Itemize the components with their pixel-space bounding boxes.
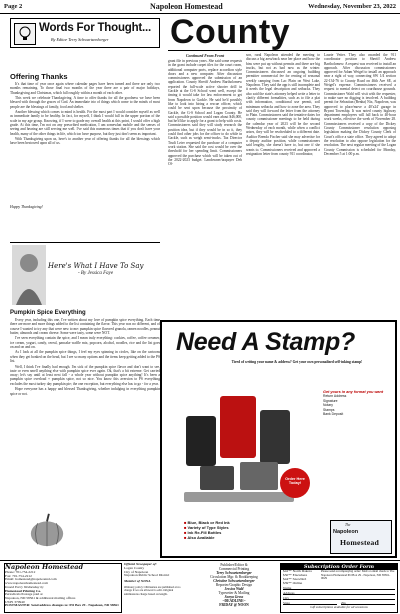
subscription-form (280, 563, 398, 613)
staff-line: Terry Schwartzenberger (216, 571, 252, 575)
list-item: ■ Also Available (184, 535, 215, 540)
pumpkin-paragraph: Every year, including this one, I've written about my love of pumpkin spice everything. Each time there are more and more things added to the list containing the flavor. This year was no different, and of course I wanted to try any that were new to me: pumpkin spice flavored granola, ramen noodles, peanut butter, almonds and cream cheese. Some were tasty, some were NOT. (10, 318, 160, 335)
columnist-photo (12, 245, 46, 305)
masthead-line[interactable]: www.napoleonhomestead.com (5, 581, 48, 586)
page-header (0, 0, 400, 14)
rate-option[interactable]: $42** North Dakota (283, 569, 312, 573)
staff-line: Commercial Printing (218, 567, 250, 571)
list-item: Return Address (323, 394, 347, 399)
gift-note: Gift subscriptions available for all occasions (310, 605, 368, 609)
ad-format-list (323, 390, 383, 416)
column-title: Words For Thought... (39, 22, 152, 34)
postmaster-note: POSTMASTER: Send address changes to: PO Box 29 - Napoleon, ND 58561 (5, 603, 119, 608)
issue-date: Wednesday, November 23, 2022 (308, 3, 396, 10)
paper-name: Napoleon Homestead (150, 2, 223, 11)
rate-option[interactable]: $39** Online (283, 580, 303, 585)
list-item: Notary (323, 403, 333, 408)
offering-paragraph: With Thanksgiving upon us, here's to another year of offering thanks for all the blessings which have been bestowed upon all of us. (10, 137, 160, 146)
masthead-line: Issued Every Wednesday by (5, 584, 44, 589)
list-item: Napoleon Public School District (124, 573, 170, 578)
deadline-label: ~DEADLINE~ (222, 599, 246, 603)
staff-box (190, 563, 278, 607)
name-field[interactable]: Name (283, 586, 395, 591)
ad-subtitle: Tired of writing your name & address? Get your own personalized self-inking stamp! (231, 360, 363, 364)
county-column-3: Laurie Vetter. They also awarded the 911 coordinator position to Sheriff Andrew Bartholomew. A request was received to install an approach. After discussion commissioners approved for Adam Weigel to install an approach near a right of way, connecting SW 1/4 section 22-134-76 to County Road on 46th Ave SE, at Weigel's expense. Commissioners received a request to mental detect on courthouse grounds. Commissioner Wald will visit with the requester, to make sure no digging is involved. A building permit for Sebastian (Benha) Nix, Napoleon, was approved to place/move a 40'x24' garage in Bryant Township. It was noted county highway department employees will fall back to 40-hour work weeks, effective the week of November 28. Commissioners received a copy of the Dickey County Commissioner resolution opposing legislation making the Dickey County Clerk of Court's office a state office. They agreed to adopt the resolution to also oppose legislation for the resolution. The next regular meeting of the Logan County Commission is scheduled for Monday, December 5 at 1:00 p.m. (324, 53, 396, 156)
section-title: County (170, 13, 291, 51)
official-heading: Official Newspaper of: (124, 562, 157, 566)
masthead-line: Napoleon, ND 58561 & additional mailing offices (5, 595, 76, 600)
list-item: ■ Ink Re-Fill Bottles (184, 530, 222, 535)
logo-the: The (345, 523, 351, 527)
masthead-title: Napoleon Homestead (5, 563, 84, 571)
rate-option[interactable]: $50** Elsewhere (283, 572, 308, 577)
member-label: Member of NDNA (124, 579, 151, 584)
logo-homestead: Homestead (340, 538, 380, 547)
pumpkin-paragraph: Well, I think I've finally had enough. I'm sick of the pumpkin spice flavor and don't want to see, taste or even smell anything else with pumpkin spice ever again. Ok, that's a bit extreme. Get carried away; let's say until at least next fall - a whole year without pumpkin spice anything! It's been a pumpkin spice overload + pumpkin spice, not so nice. You know this aversion to PS everything excludes the most turkey day pumpkin pie; the one exception, but everything else has to go - for a year. (10, 364, 160, 386)
words-for-thought-banner (10, 18, 160, 48)
staff-line: Sonya Gross (224, 595, 244, 599)
offering-body (10, 82, 160, 204)
ad-list-heading: Get yours in any format you want (323, 390, 384, 394)
staff-line: Circulation Mgr. & Bookkeeping (210, 575, 258, 579)
pumpkin-icon (28, 510, 66, 548)
pumpkin-paragraph: Hope everyone has a happy and blessed Thanksgiving, whether indulging in everything pumpkin spice or not. (10, 387, 160, 396)
section-rule (168, 50, 398, 51)
subscription-note: Please send accompanying order: Mail or email check to The Napoleon Homestead PO Box 29 - Napoleon, ND 58561-0029 (321, 569, 395, 581)
pumpkin-paragraph: I've seen everything contain the spice, and I mean truly everything: cookies, coffee, coffee creamer, ice cream, yogurt, candy, cereal, pancake waffle mix, popcorn, alcohol, noodles, rice and the list goes on and on and on. (10, 336, 160, 349)
masthead-line: Fax: 701-754-2212 (5, 573, 32, 578)
list-item: Signature (323, 398, 338, 403)
here-title: Here's What I Have To Say (48, 262, 144, 270)
address-field[interactable]: Address (283, 591, 395, 596)
offering-signoff: Happy Thanksgiving! (10, 205, 43, 209)
staff-line: Typesetter & Mailing (218, 591, 250, 595)
staff-line: Publisher/Editor & (220, 563, 248, 567)
county-column-1: grant file in previous years. She said some requests in the grant include carpet tiles for the court room, additional computer ports, replace accordion style doors and a new computer. After discussion commissioners approved the submission of an application. County Sheriff Andrew Bartholomew reported the full-scale active shooter drill in Gackle at the G-S School went well, except the timing it would take for law enforcement to get from Napoleon to Gackle. He said he'd possibly like to look into hiring a rescue officer, which could be sent upon because the proximity of Gackle, the G-S School and Logan County. He said a possible position would earn about $46,000, but he'd like to apply for a grant to help with costs. Commissioners said they will study research the position idea, but if they would be in so it, they could find other jobs for the officer to do while in Gackle, such as weigh semi-trucks. Tax Director Trudi Leier requested the purchase of a computer work station. She said the cost would be over the threshold for her spending limit. Commissioners approved the purchase which will be taken out of the 2022-2023 budget. Landowner/taxpayer Deb Ol- (168, 59, 242, 167)
list-item: Logan County (124, 565, 145, 570)
pumpkin-heading: Pumpkin Spice Everything (10, 310, 86, 316)
order-badge: Order Here Today! (280, 468, 310, 498)
staff-line: Christine Schwartzenberger (213, 579, 255, 583)
list-item: Stamps (323, 407, 335, 412)
county-column-2: son, rural Napoleon attended the meeting to discuss a big area/track near her place and how the bins were put up without permits and there are big trucks, but not as bad now as the winter. Commissioners discussed an ongoing building permitter commercial fee for renting of seasonal weekly camping from Lac Plain on West Lake, Napoleon. They said the app is still incomplete and it needs the legal description and setbacks. They also said the state's attorney helped write a letter to clarify different formalities, such as to file a plat with information, conditional use permit, soil minimum setbacks and how to zone the area. They said they will forward the letter from the attorney to Plain. Commissioners said the tentative dates for county commissioner meetings to be held during the calendar year of 2023 will be the second Wednesday of each month, while when a conflict arises, they will be rescheduled to a different date. Auditor Brenda Fischer said she may advertise for a deputy auditor position, while commissioners said lengthy, she doesn't have to, but one if she wants to. Commissioners received and approved a resignation letter from county 911 coordinator, (246, 53, 320, 156)
offering-paragraph: Another blessing which comes to mind is health. For the most part I would consider myself as well as immediate family to be healthy. In fact, for myself, I think I would fall in the upper portion of the scale in my age group. Knowing, if I were to grade my overall health at this point, I would offer a high grade. At this time, I'm not on any prescribed medication, I am somewhat mobile and the senses of seeing and hearing are still serving me well. I've said this numerous times that if you don't have your health, many of the other things in life, which too have purpose, but they just don't seem as important. (10, 110, 160, 136)
footer-rule (0, 560, 400, 561)
obituary-policy: Obituary policy: Obituaries are published at no charge if we are allowed to edit. Original submissions charge based on length. (124, 584, 181, 596)
offering-paragraph: This week we celebrate Thanksgiving. A time to offer thanks for all the goodness we have been blessed with through the graces of God. An immediate trio of things which come to the minds of most people are the blessings of family, food and shelter. (10, 96, 160, 109)
rate-option[interactable]: $44** Snowbird (283, 576, 307, 581)
list-item: ■ Variety of Type Styles (184, 525, 229, 530)
list-item: ■ Blue, Black or Red Ink (184, 520, 230, 525)
city-field[interactable]: City (283, 596, 395, 601)
page-number: Page 2 (4, 3, 23, 10)
logo-name: Napoleon (333, 529, 359, 535)
continued-label: Continued From Front (185, 53, 225, 58)
state-field[interactable]: State (283, 601, 337, 606)
offering-paragraph: It's that time of year once again where calendar pages have been turned and there are only two months remaining. To those final two months of the year there are a pair of major holidays, Thanksgiving and Christmas, which fall roughly within a month of each other. (10, 82, 160, 95)
ad-title: Need A Stamp? (176, 328, 355, 356)
list-item: City of Napoleon (124, 569, 149, 574)
masthead-box (4, 563, 122, 613)
pumpkin-paragraph: As I look at all the pumpkin spice things, I feel my eyes spinning in circles, like on the cartoons when they get bonked on the head, but I see so many options and the items keep getting added to the PS list. (10, 350, 160, 364)
offering-heading: Offering Thanks (10, 72, 68, 81)
masthead-line: USPS 370940 (5, 599, 25, 604)
masthead-line: Periodicals Postage paid at (5, 592, 43, 597)
deadline-value: FRIDAY @ NOON (219, 603, 249, 607)
masthead-line: Phone: 701-754-2212 (5, 570, 36, 574)
homestead-logo (330, 520, 392, 554)
staff-line: Jessica Wald (224, 587, 244, 591)
masthead-line: Homestead Printing Co. (5, 588, 42, 593)
lightbulb-icon (14, 23, 36, 45)
here-byline: - By Jessica Faye (78, 271, 114, 276)
column-byline: By Editor Terry Schwartzenberger (51, 37, 109, 42)
ad-options (184, 520, 230, 540)
zip-field[interactable]: Zip (341, 601, 395, 606)
masthead-line[interactable]: Email: homestead@napoleonnd.com (5, 577, 57, 582)
subscription-title: Subscription Order Form (281, 564, 397, 570)
list-item: Bank Deposit (323, 412, 344, 417)
staff-line: Reporter/Graphic Design (215, 583, 253, 587)
official-box (124, 563, 188, 596)
